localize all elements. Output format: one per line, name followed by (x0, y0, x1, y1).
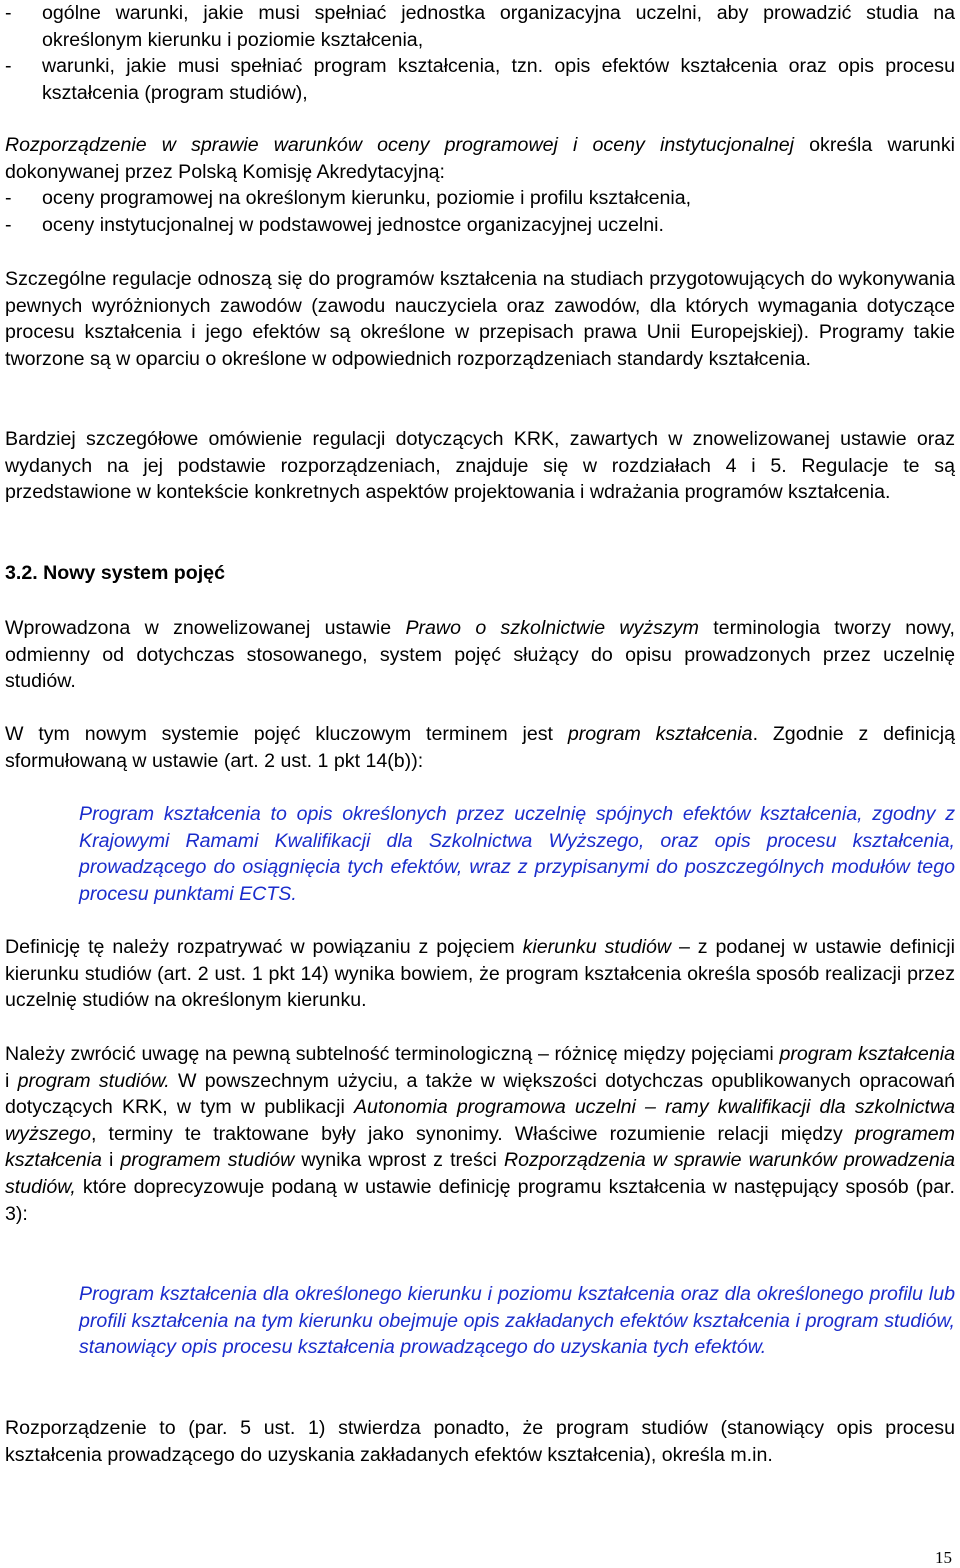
paragraph-text: Wprowadzona w znowelizowanej ustawie (5, 617, 406, 639)
list-item (5, 53, 955, 106)
regulation-quote (79, 1281, 955, 1361)
list-dash: - (5, 2, 12, 24)
paragraph-text: , terminy te traktowane były jako synonimy. Właściwe rozumienie relacji między (91, 1122, 855, 1145)
paragraph-text: i (101, 1149, 121, 1172)
regulation-paragraph (5, 132, 955, 238)
paragraph-text: terminologia tworzy nowy, odmienny od dotychczas stosowanego, system pojęć służący do opisu prowadzonych przez uczelnię studiów. (5, 617, 955, 693)
list-dash: - (5, 213, 12, 236)
list-item-text: ogólne warunki, jakie musi spełniać jednostka organizacyjna uczelni, aby prowadzić studia na określonym kierunku i poziomie kształcenia, (42, 2, 955, 51)
list-item (5, 185, 955, 212)
act-title: Prawo o szkolnictwie wyższym (405, 617, 699, 639)
paragraph-text: Szczególne regulacje odnoszą się do programów kształcenia na studiach przygotowujących do wykonywania pewnych wyróżnionych zawodów (zawodu nauczyciela oraz zawodów, dla których wymagania dotyczące procesu kształcenia i jego efektów są określone w przepisach prawa Unii Europejskiej). Programy takie tworzone są w oparciu o określone w odpowiednich rozporządzeniach standardy kształcenia. (5, 268, 955, 370)
paragraph-text: W tym nowym systemie pojęć kluczowym terminem jest (5, 723, 568, 745)
key-term: kierunku studiów (522, 936, 672, 958)
paragraph-text: Bardziej szczegółowe omówienie regulacji dotyczących KRK, zawartych w znowelizowanej ustawie oraz wydanych na jej podstawie rozporządzeniach, znajduje się w rozdziałach 4 i 5. Regulacje te są przedstawione w kontekście konkretnych aspektów projektowania i wdrażania programów kształcenia. (5, 428, 955, 504)
detailed-discussion-paragraph (5, 426, 955, 506)
paragraph-text: i (5, 1069, 18, 1092)
intro-list (5, 0, 955, 106)
terminology-subtlety-paragraph (5, 1041, 955, 1227)
paragraph-text: Rozporządzenie to (par. 5 ust. 1) stwierdza ponadto, że program studiów (stanowiący opis procesu kształcenia prowadzącego do uzyskania zakładanych efektów kształcenia), określa m.in. (5, 1417, 955, 1466)
publication-title: Autonomia programowa uczelni – ramy kwalifikacji dla szkolnictwa wyższego (5, 1096, 955, 1145)
regulation-text: określa warunki dokonywanej przez Polską Komisję Akredytacyjną: (5, 134, 955, 183)
paragraph-text: Definicję tę należy rozpatrywać w powiązaniu z pojęciem (5, 936, 523, 958)
list-item-text: warunki, jakie musi spełniać program kształcenia, tzn. opis efektów kształcenia oraz opis procesu kształcenia (program studiów), (42, 55, 955, 104)
key-term: program kształcenia (567, 723, 753, 745)
section-heading: 3.2. Nowy system pojęć (5, 562, 225, 584)
key-term: programem studiów (120, 1149, 295, 1172)
key-term: program kształcenia (779, 1043, 955, 1065)
definition-paragraph (5, 934, 955, 1014)
introduced-terminology-paragraph (5, 615, 955, 695)
key-term: programem kształcenia (5, 1122, 955, 1172)
paragraph-text: wynika wprost z treści (294, 1149, 504, 1172)
paragraph-text: . Zgodnie z definicją sformułowaną w ustawie (art. 2 ust. 1 pkt 14(b)): (5, 723, 955, 772)
list-item-text: oceny programowej na określonym kierunku, poziomie i profilu kształcenia, (42, 187, 692, 210)
list-dash: - (5, 55, 12, 78)
regulation-title: Rozporządzenie w sprawie warunków oceny programowej i oceny instytucjonalnej (5, 134, 794, 156)
list-item-text: oceny instytucjonalnej w podstawowej jednostce organizacyjnej uczelni. (42, 213, 664, 236)
page-number: 15 (935, 1548, 952, 1567)
list-dash: - (5, 187, 12, 210)
quote-text: Program kształcenia to opis określonych przez uczelnię spójnych efektów kształcenia, zgodny z Krajowymi Ramami Kwalifikacji dla Szkolnictwa Wyższego, oraz opis procesu kształcenia, prowadzącego do osiągnięcia tych efektów, wraz z przypisanymi do poszczególnych modułów tego procesu punktami ECTS. (79, 803, 955, 905)
definition-quote (79, 801, 955, 907)
paragraph-text: W powszechnym użyciu, a także w większości dotychczas opublikowanych opracowań dotyczących KRK, w tym w publikacji (5, 1069, 955, 1119)
paragraph-text: – z podanej w ustawie definicji kierunku studiów (art. 2 ust. 1 pkt 14) wynika bowiem, że program kształcenia określa sposób realizacji przez uczelnię studiów na określonym kierunku. (5, 936, 955, 1012)
key-term: program studiów. (17, 1069, 170, 1092)
list-item (5, 0, 955, 53)
quote-text: Program kształcenia dla określonego kierunku i poziomu kształcenia oraz dla określonego profilu lub profili kształcenia na tym kierunku obejmuje opis zakładanych efektów kształcenia i program studiów, stanowiący opis procesu kształcenia prowadzącego do uzyskania tych efektów. (79, 1283, 955, 1359)
key-term-paragraph (5, 721, 955, 774)
special-regulations-paragraph (5, 266, 955, 372)
final-paragraph (5, 1415, 955, 1468)
regulation-title: Rozporządzenia w sprawie warunków prowadzenia studiów, (5, 1149, 956, 1198)
list-item (5, 212, 955, 239)
paragraph-text: Należy zwrócić uwagę na pewną subtelność terminologiczną – różnicę między pojęciami (5, 1043, 780, 1065)
paragraph-text: które doprecyzowuje podaną w ustawie definicję programu kształcenia w następujący sposób (par. 3): (5, 1175, 955, 1225)
